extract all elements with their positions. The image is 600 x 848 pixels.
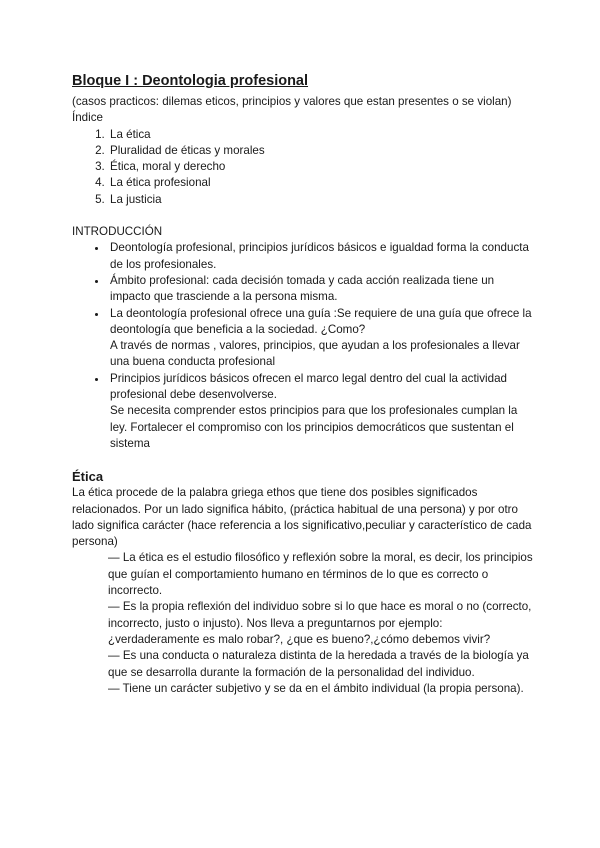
index-list: [72, 127, 534, 208]
intro-bullet: [108, 371, 534, 452]
index-label: Índice: [72, 111, 103, 125]
index-item: 4. La ética profesional: [108, 175, 534, 191]
intro-bullet-text: • Principios jurídicos básicos ofrecen el marco legal dentro del cual la actividad profesional debe desenvolverse.: [110, 371, 507, 402]
intro-bullet-text: • Deontología profesional, principios jurídicos básicos e igualdad forma la conducta de los profesionales.: [110, 241, 529, 271]
etica-dash-item: — Tiene un carácter subjetivo y se da en el ámbito individual (la propia persona).: [108, 681, 524, 695]
intro-bullet-text: A través de normas , valores, principios, que ayudan a los profesionales a llevar una buena conducta profesional: [110, 339, 520, 369]
etica-dash-item: — Es la propia reflexión del individuo sobre si lo que hace es moral o no (correcto, incorrecto, justo o injusto). Nos lleva a preguntarnos por ejemplo: ¿verdaderamente es malo robar?, ¿que es bueno?,¿cómo debemos vivir?: [108, 600, 532, 646]
etica-dash-item: — La ética es el estudio filosófico y reflexión sobre la moral, es decir, los principios que guían el comportamiento humano en términos de lo que es correcto o incorrecto.: [108, 551, 533, 598]
intro-bullet-text: • La deontología profesional ofrece una guía :Se requiere de una guía que ofrece la deontología que beneficia a la sociedad. ¿Como?: [110, 306, 532, 336]
intro-bullet-text: • Ámbito profesional: cada decisión tomada y cada acción realizada tiene un impacto que trasciende a la persona misma.: [110, 273, 495, 304]
intro-bullet: [108, 273, 534, 306]
index-item: 1. La ética: [108, 127, 534, 143]
intro-bullet: [108, 306, 534, 371]
spacer: [72, 208, 534, 224]
index-item: 3. Ética, moral y derecho: [108, 159, 534, 175]
spacer: [72, 452, 534, 468]
intro-bullet: [108, 240, 534, 273]
intro-bullet-list: [72, 240, 534, 452]
document-page: [72, 72, 534, 697]
etica-paragraph: La ética procede de la palabra griega ethos que tiene dos posibles significados relacionados. Por un lado significa hábito, (práctica habitual de una persona) y por otro lado significa carácter (hace referencia a los significativo,peculiar y característico de cada persona): [72, 486, 532, 549]
document-subtitle: (casos practicos: dilemas eticos, principios y valores que estan presentes o se violan): [72, 95, 512, 108]
document-title: Bloque I : Deontologia profesional: [72, 73, 309, 89]
etica-heading: Ética: [72, 469, 104, 485]
index-item: 5. La justicia: [108, 192, 534, 208]
intro-heading: INTRODUCCIÓN: [72, 225, 163, 239]
index-item: 2. Pluralidad de éticas y morales: [108, 143, 534, 159]
etica-dash-item: — Es una conducta o naturaleza distinta de la heredada a través de la biología ya que se desarrolla durante la formación de la personalidad del individuo.: [108, 649, 529, 679]
intro-bullet-text: Se necesita comprender estos principios para que los profesionales cumplan la ley. Fortalecer el compromiso con los principios democráticos que sustentan el sistema: [110, 404, 518, 450]
